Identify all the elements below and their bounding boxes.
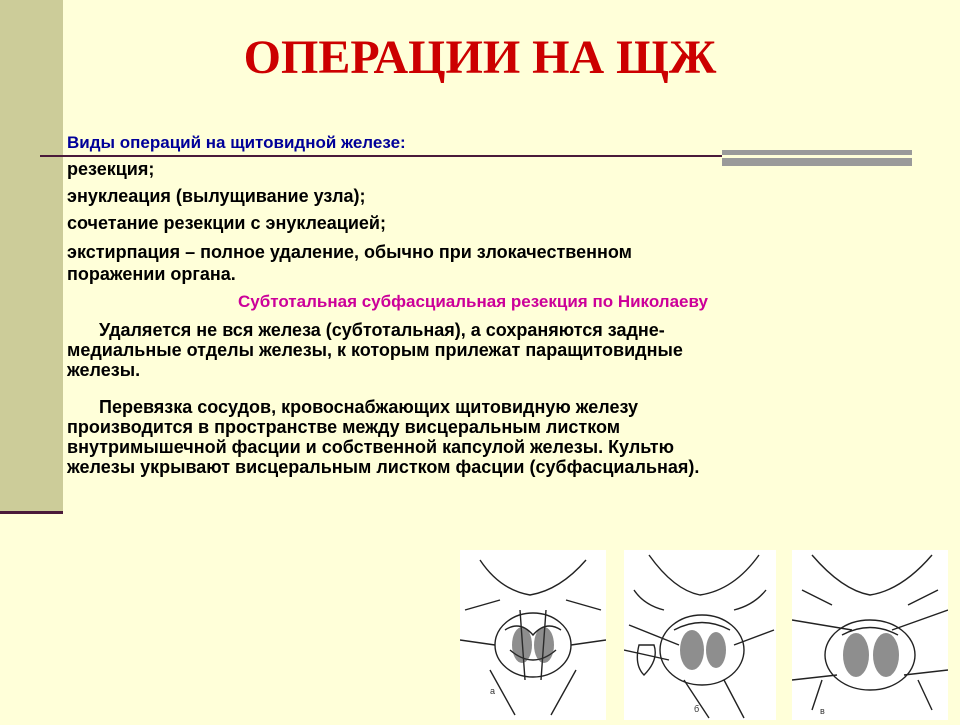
para-line: железы укрывают висцеральным листком фасции (субфасциальная). bbox=[67, 457, 700, 477]
bullet-item bbox=[67, 212, 386, 234]
bullet-square-icon bbox=[12, 247, 19, 254]
bullet-text-continued: поражении органа. bbox=[67, 264, 236, 284]
surgery-figure-b bbox=[624, 550, 776, 720]
slide-title: ОПЕРАЦИИ НА ЩЖ bbox=[243, 31, 717, 84]
side-divider bbox=[0, 511, 63, 514]
para-line: медиальные отделы железы, к которым прилежат паращитовидные bbox=[67, 340, 683, 360]
figure-label: б bbox=[694, 704, 700, 714]
para-line: Удаляется не вся железа (субтотальная), а сохраняются задне- bbox=[99, 320, 665, 340]
surgery-figure-c bbox=[792, 550, 948, 720]
subtitle: Виды операций на щитовидной железе: bbox=[67, 133, 406, 152]
para-line: производится в пространстве между висцеральным листком bbox=[67, 417, 621, 437]
para-line: Перевязка сосудов, кровоснабжающих щитовидную железу bbox=[99, 397, 638, 417]
figure-label: а bbox=[490, 686, 496, 696]
bullet-text: экстирпация – полное удаление, обычно при злокачественном bbox=[67, 242, 632, 262]
bullet-square-icon bbox=[12, 191, 19, 198]
method-heading: Субтотальная субфасциальная резекция по Николаеву bbox=[238, 292, 708, 311]
paragraph-description bbox=[67, 320, 897, 380]
bullet-item bbox=[67, 185, 366, 207]
bullet-item bbox=[67, 241, 632, 285]
bullet-square-icon bbox=[12, 218, 19, 225]
bullet-square-icon bbox=[12, 164, 19, 171]
paragraph-technique bbox=[67, 397, 897, 477]
para-line: внутримышечной фасции и собственной капсулой железы. Культю bbox=[67, 437, 674, 457]
bullet-text: сочетание резекции с энуклеацией; bbox=[67, 213, 386, 233]
para-line: железы. bbox=[67, 360, 141, 380]
surgery-figure-a bbox=[460, 550, 606, 720]
bullet-item bbox=[67, 158, 154, 180]
title-rule-accent bbox=[722, 150, 912, 166]
figure-label: в bbox=[820, 706, 825, 716]
bullet-text: энуклеация (вылущивание узла); bbox=[67, 186, 366, 206]
bullet-text: резекция; bbox=[67, 159, 155, 179]
